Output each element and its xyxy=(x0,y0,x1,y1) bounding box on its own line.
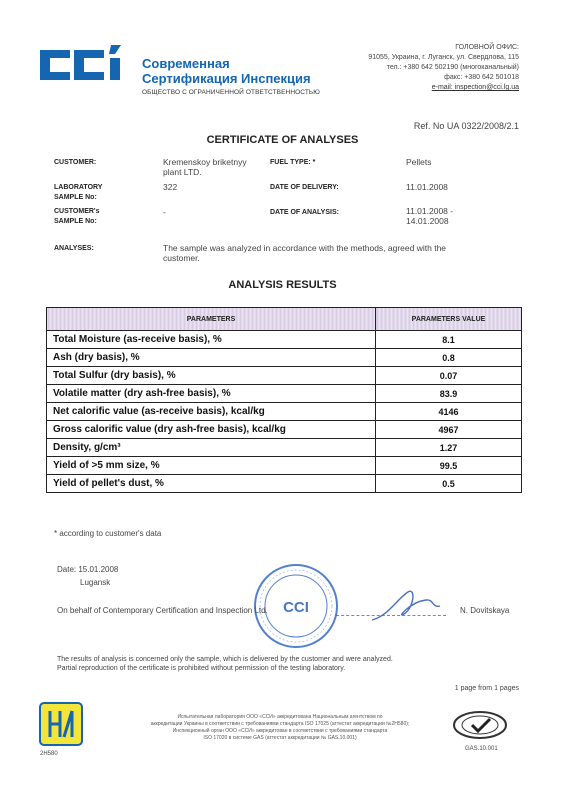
disclaimer-line1: The results of analysis is concerned only the sample, which is delivered by the customer and were analyzed. xyxy=(57,656,393,663)
result-value: 4967 xyxy=(376,421,522,439)
issue-place: Lugansk xyxy=(80,578,111,587)
result-row xyxy=(47,403,522,421)
signature-mark xyxy=(368,578,448,628)
result-value: 0.07 xyxy=(376,367,522,385)
page-count: 1 page from 1 pages xyxy=(454,685,519,692)
result-row xyxy=(47,457,522,475)
footer-accreditation: Испытательная лаборатория ООО «ССИ» аккредитована Национальным агентством по аккредитации Украины в соответствии с требованиями стандарта ISO 17025 (аттестат аккредитации №2Н580); Инспекционный орган ООО «ССИ» аккредитован в соответствии с требованиями стандарта ISO 17020 в системе GAS (аттестат аккредитации № GAS.10.001) xyxy=(150,714,410,741)
customer-sample-label: CUSTOMER's SAMPLE No: xyxy=(54,208,100,225)
signatory-name: N. Dovitskaya xyxy=(460,606,510,615)
result-row xyxy=(47,367,522,385)
result-row xyxy=(47,421,522,439)
fuel-type-label: FUEL TYPE: * xyxy=(270,159,316,166)
office-phone: тел.: +380 642 502190 (многоканальный) xyxy=(386,64,519,71)
results-table xyxy=(46,307,522,493)
result-value: 8.1 xyxy=(376,331,522,349)
analyses-label: ANALYSES: xyxy=(54,245,94,252)
company-name-line2: Сертификация Инспекция xyxy=(142,71,311,86)
lab-sample-label: LABORATORY SAMPLE No: xyxy=(54,184,103,201)
fuel-type-value: Pellets xyxy=(406,157,432,167)
result-parameter: Density, g/cm³ xyxy=(47,439,376,457)
gas-cert-label: GAS.10.001 xyxy=(465,746,498,752)
office-title: ГОЛОВНОЙ ОФИС: xyxy=(455,44,519,51)
footnote: * according to customer's data xyxy=(54,529,162,538)
office-fax: факс: +380 642 501018 xyxy=(444,74,519,81)
customer-sample-value: - xyxy=(163,207,166,217)
accreditation-mark-left xyxy=(38,701,88,747)
result-value: 83.9 xyxy=(376,385,522,403)
result-parameter: Total Moisture (as-receive basis), % xyxy=(47,331,376,349)
column-header-value: PARAMETERS VALUE xyxy=(376,308,522,331)
results-heading: ANALYSIS RESULTS xyxy=(228,279,337,291)
delivery-date-label: DATE OF DELIVERY: xyxy=(270,184,339,191)
cci-logo xyxy=(38,44,136,84)
stamp-text: CCI xyxy=(283,599,309,616)
result-value: 99.5 xyxy=(376,457,522,475)
issue-date: Date: 15.01.2008 xyxy=(57,565,119,574)
customer-label: CUSTOMER: xyxy=(54,159,97,166)
gas-certification-mark xyxy=(452,710,508,740)
result-row xyxy=(47,331,522,349)
analysis-date-value: 11.01.2008 - 14.01.2008 xyxy=(406,206,454,226)
company-subtitle: ОБЩЕСТВО С ОГРАНИЧЕННОЙ ОТВЕТСТВЕННОСТЬЮ xyxy=(142,89,320,96)
result-parameter: Gross calorific value (dry ash-free basis), kcal/kg xyxy=(47,421,376,439)
result-parameter: Total Sulfur (dry basis), % xyxy=(47,367,376,385)
reference-number: Ref. No UA 0322/2008/2.1 xyxy=(413,121,519,131)
column-header-parameters: PARAMETERS xyxy=(47,308,376,331)
result-parameter: Yield of >5 mm size, % xyxy=(47,457,376,475)
lab-sample-value: 322 xyxy=(163,182,178,192)
results-header-row xyxy=(47,308,522,331)
result-parameter: Ash (dry basis), % xyxy=(47,349,376,367)
office-email[interactable]: e-mail: inspection@cci.lg.ua xyxy=(431,84,519,91)
company-name-line1: Современная xyxy=(142,56,230,71)
document-title: CERTIFICATE OF ANALYSES xyxy=(206,134,359,146)
result-value: 0.5 xyxy=(376,475,522,493)
office-block xyxy=(368,43,519,93)
results-body xyxy=(47,331,522,493)
accreditation-label-left: 2H580 xyxy=(40,751,58,757)
result-row xyxy=(47,475,522,493)
result-value: 4146 xyxy=(376,403,522,421)
analysis-date-label: DATE OF ANALYSIS: xyxy=(270,209,339,216)
office-address: 91055, Украина, г. Луганск, ул. Свердлова, 115 xyxy=(368,54,519,61)
result-parameter: Yield of pellet's dust, % xyxy=(47,475,376,493)
result-parameter: Net calorific value (as-receive basis), kcal/kg xyxy=(47,403,376,421)
behalf-line: On behalf of Contemporary Certification and Inspection Ltd. xyxy=(57,606,268,615)
result-row xyxy=(47,439,522,457)
result-row xyxy=(47,385,522,403)
result-row xyxy=(47,349,522,367)
analyses-value: The sample was analyzed in accordance with the methods, agreed with the customer. xyxy=(163,243,447,263)
delivery-date-value: 11.01.2008 xyxy=(406,182,448,192)
result-parameter: Volatile matter (dry ash-free basis), % xyxy=(47,385,376,403)
result-value: 0.8 xyxy=(376,349,522,367)
official-stamp xyxy=(252,562,340,650)
customer-value: Kremenskoy briketnyy plant LTD. xyxy=(163,157,247,177)
result-value: 1.27 xyxy=(376,439,522,457)
disclaimer-line2: Partial reproduction of the certificate is prohibited without permission of the testing laboratory. xyxy=(57,665,346,672)
